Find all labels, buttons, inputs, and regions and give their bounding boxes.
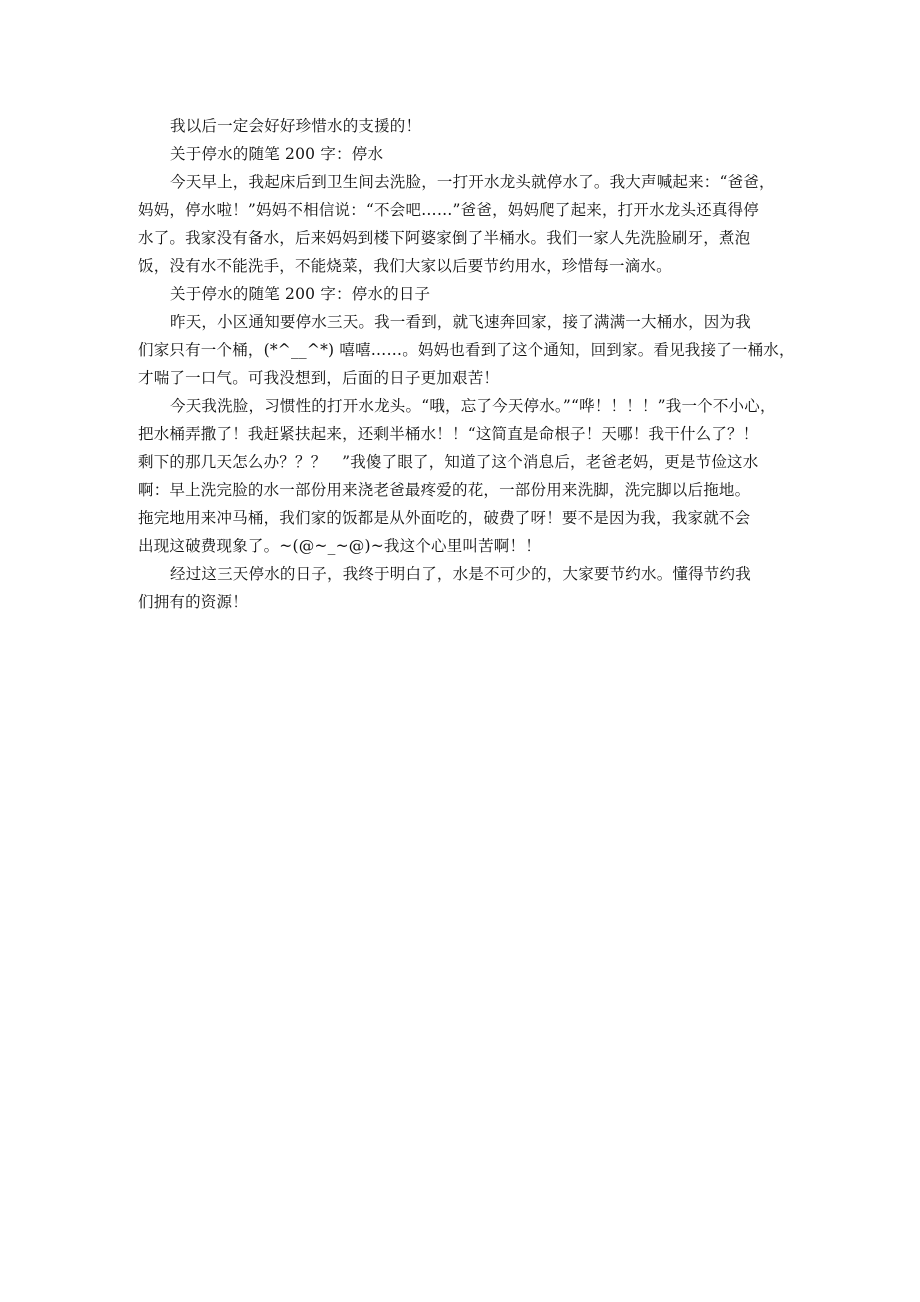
text-line: 剩下的那几天怎么办？？？ ”我傻了眼了，知道了这个消息后，老爸老妈，更是节俭这水 <box>138 453 759 471</box>
text-line: 今天早上，我起床后到卫生间去洗脸，一打开水龙头就停水了。我大声喊起来：“爸爸， <box>170 173 775 191</box>
text-line: 经过这三天停水的日子，我终于明白了，水是不可少的，大家要节约水。懂得节约我 <box>170 565 751 583</box>
section-heading: 关于停水的随笔 200 字：停水的日子 <box>170 285 431 303</box>
text-line: 们拥有的资源！ <box>138 593 248 611</box>
document-page <box>138 112 795 616</box>
text-line: 今天我洗脸，习惯性的打开水龙头。“哦，忘了今天停水。”“哗！！！！”我一个不小心， <box>170 397 776 415</box>
text-line: 们家只有一个桶，(*^__^*) 嘻嘻……。妈妈也看到了这个通知，回到家。看见我接了一桶水， <box>138 341 795 359</box>
text-line: 水了。我家没有备水，后来妈妈到楼下阿婆家倒了半桶水。我们一家人先洗脸刷牙，煮泡 <box>138 229 751 247</box>
text-line: 昨天，小区通知要停水三天。我一看到，就飞速奔回家，接了满满一大桶水，因为我 <box>170 313 751 331</box>
text-line: 我以后一定会好好珍惜水的支援的！ <box>170 117 422 135</box>
text-line: 出现这破费现象了。~(@~_~@)~我这个心里叫苦啊！！ <box>138 537 541 555</box>
section-heading: 关于停水的随笔 200 字：停水 <box>170 145 384 163</box>
text-line: 拖完地用来冲马桶，我们家的饭都是从外面吃的，破费了呀！要不是因为我，我家就不会 <box>138 509 751 527</box>
text-line: 把水桶弄撒了！我赶紧扶起来，还剩半桶水！！“这简直是命根子！天哪！我干什么了？！ <box>138 425 759 443</box>
text-line: 啊：早上洗完脸的水一部份用来浇老爸最疼爱的花，一部份用来洗脚，洗完脚以后拖地。 <box>138 481 751 499</box>
text-line: 饭，没有水不能洗手，不能烧菜，我们大家以后要节约用水，珍惜每一滴水。 <box>138 257 672 275</box>
text-line: 妈妈，停水啦！”妈妈不相信说：“不会吧……”爸爸，妈妈爬了起来，打开水龙头还真得停 <box>138 201 759 219</box>
text-line: 才喘了一口气。可我没想到，后面的日子更加艰苦！ <box>138 369 500 387</box>
